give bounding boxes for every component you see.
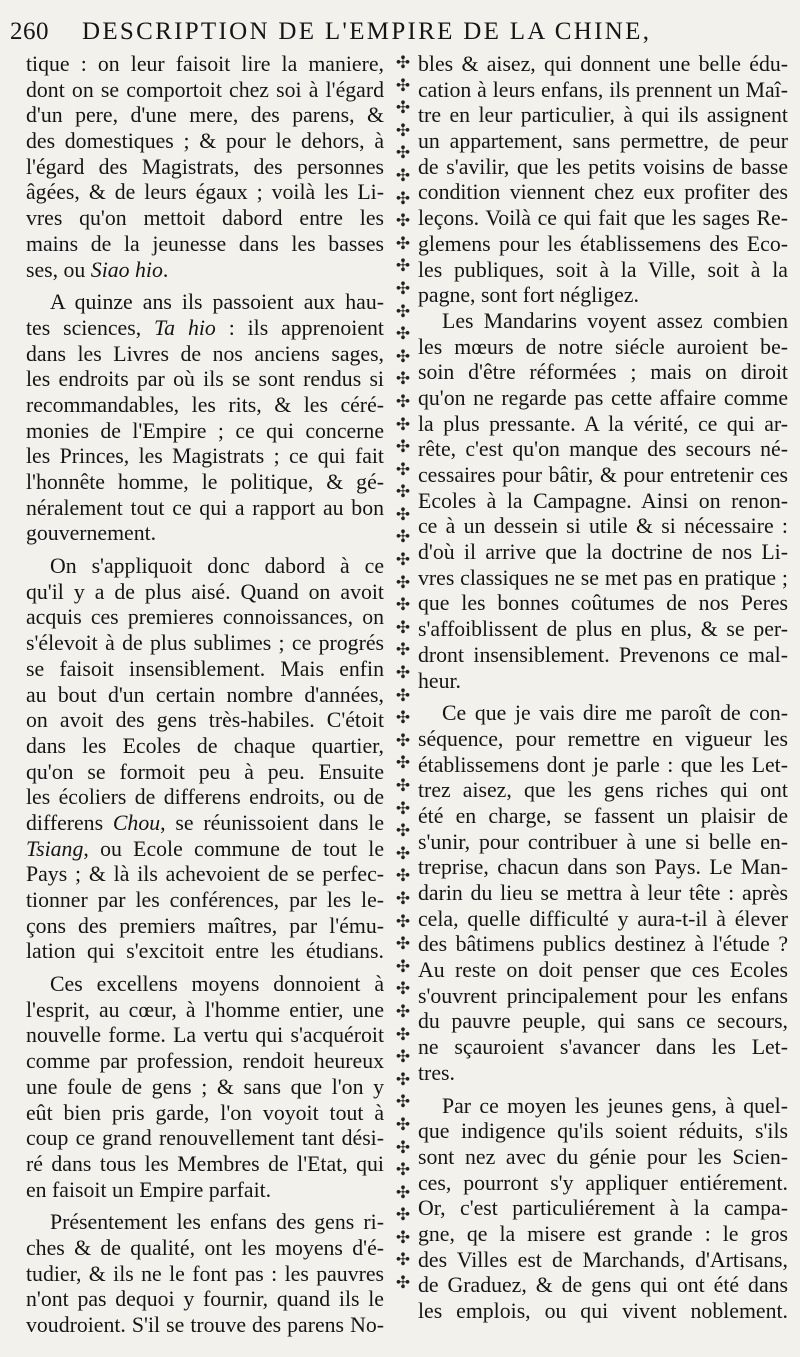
fleuron-ornament-icon: ✣ bbox=[395, 1273, 411, 1293]
text-run: vres qu'on mettoit dabord entre les bbox=[26, 206, 384, 231]
text-line bbox=[26, 316, 384, 342]
text-line bbox=[418, 958, 788, 984]
fleuron-ornament-icon: ✣ bbox=[395, 482, 411, 502]
text-line bbox=[418, 1299, 788, 1325]
fleuron-ornament-icon: ✣ bbox=[395, 1024, 411, 1044]
text-run: A quinze ans ils passoient aux hau- bbox=[50, 290, 384, 315]
text-run: qu'on se formoit peu à peu. Ensuite bbox=[26, 759, 384, 784]
text-run: dans les Livres de nos anciens sages, bbox=[26, 341, 384, 366]
fleuron-ornament-icon: ✣ bbox=[395, 504, 411, 524]
fleuron-ornament-icon: ✣ bbox=[395, 256, 411, 276]
text-run: Par ce moyen les jeunes gens, à quel- bbox=[442, 1093, 788, 1118]
fleuron-ornament-icon: ✣ bbox=[395, 437, 411, 457]
text-run: au bout d'un certain nombre d'années, bbox=[26, 682, 384, 707]
text-line bbox=[418, 778, 788, 804]
fleuron-ornament-icon: ✣ bbox=[395, 278, 411, 298]
text-run: s'unir, pour contribuer à une si belle en- bbox=[418, 829, 788, 854]
text-line bbox=[26, 1287, 384, 1313]
fleuron-ornament-icon: ✣ bbox=[395, 821, 411, 841]
text-line bbox=[418, 463, 788, 489]
text-line bbox=[26, 232, 384, 258]
text-run: Ecoles à la Campagne. Ainsi on renon- bbox=[418, 488, 788, 513]
text-run: ces, pourront s'y appliquer entiérement. bbox=[418, 1170, 788, 1195]
text-line bbox=[26, 554, 384, 580]
fleuron-ornament-icon: ✣ bbox=[395, 1182, 411, 1202]
text-line bbox=[418, 881, 788, 907]
fleuron-ornament-icon: ✣ bbox=[395, 1250, 411, 1270]
text-line bbox=[26, 470, 384, 496]
text-line bbox=[26, 998, 384, 1024]
text-line bbox=[26, 939, 384, 965]
text-line bbox=[26, 342, 384, 368]
text-line bbox=[26, 367, 384, 393]
fleuron-ornament-icon: ✣ bbox=[395, 233, 411, 253]
text-run: cessaires pour bâtir, & pour entretenir ces bbox=[418, 463, 788, 487]
text-run: Pays ; & là ils achevoient de se perfec- bbox=[26, 862, 384, 887]
text-run: des domestiques ; & pour le dehors, à bbox=[26, 129, 384, 154]
text-line bbox=[26, 1101, 384, 1127]
text-line bbox=[26, 1152, 384, 1178]
text-run: tes sciences, bbox=[26, 315, 155, 340]
text-line bbox=[26, 760, 384, 786]
fleuron-ornament-icon: ✣ bbox=[395, 1069, 411, 1089]
text-line bbox=[26, 914, 384, 940]
text-line bbox=[418, 932, 788, 958]
fleuron-ornament-icon: ✣ bbox=[395, 663, 411, 683]
text-run: séquence, pour remettre en vigueur les bbox=[418, 726, 788, 751]
italic-term: Siao hio bbox=[90, 257, 163, 282]
text-run: on avoit des gens très-habiles. C'étoit bbox=[26, 708, 384, 733]
fleuron-ornament-icon: ✣ bbox=[395, 595, 411, 615]
fleuron-ornament-icon: ✣ bbox=[395, 188, 411, 208]
text-line bbox=[26, 605, 384, 631]
fleuron-ornament-icon: ✣ bbox=[395, 708, 411, 728]
text-run: gne, qe la misere est grande : le gros bbox=[418, 1221, 788, 1246]
fleuron-ornament-icon: ✣ bbox=[395, 1047, 411, 1067]
text-line bbox=[418, 727, 788, 753]
text-run: des bâtimens publics destinez à l'étude ? bbox=[418, 932, 788, 957]
left-column bbox=[26, 52, 384, 1339]
paragraph-gap bbox=[26, 283, 384, 290]
fleuron-ornament-icon: ✣ bbox=[395, 776, 411, 795]
text-line bbox=[418, 855, 788, 881]
italic-term: Ta hio bbox=[154, 315, 216, 340]
text-run: des Villes est de Marchands, d'Artisans, bbox=[418, 1247, 788, 1272]
text-line bbox=[26, 1178, 384, 1204]
paragraph-gap bbox=[418, 694, 788, 701]
text-line bbox=[418, 103, 788, 129]
italic-term: Tsiang bbox=[26, 836, 84, 861]
text-line bbox=[26, 811, 384, 837]
text-run: ches & de qualité, ont les moyens d'é- bbox=[26, 1235, 384, 1260]
text-line bbox=[418, 1248, 788, 1274]
text-line bbox=[26, 580, 384, 606]
text-line bbox=[418, 129, 788, 155]
text-line bbox=[418, 52, 788, 78]
page-header bbox=[10, 18, 800, 52]
paragraph-gap bbox=[26, 965, 384, 972]
text-run: monies de l'Empire ; ce qui concerne bbox=[26, 418, 384, 443]
fleuron-ornament-icon: ✣ bbox=[395, 324, 411, 344]
text-line bbox=[26, 785, 384, 811]
text-run: établissemens dont je parle : que les Let- bbox=[418, 752, 788, 777]
fleuron-ornament-icon: ✣ bbox=[395, 888, 411, 908]
fleuron-ornament-icon: ✣ bbox=[395, 1092, 411, 1112]
text-line bbox=[418, 514, 788, 540]
fleuron-ornament-icon: ✣ bbox=[395, 1160, 411, 1180]
text-run: çons des premiers maîtres, par l'ému- bbox=[26, 913, 384, 938]
paragraph-gap bbox=[26, 1203, 384, 1210]
text-run: sont nez avec du génie pour les Scien- bbox=[418, 1144, 788, 1169]
fleuron-ornament-icon: ✣ bbox=[395, 753, 411, 773]
text-run: tudier, & ils ne le font pas : les pauvres bbox=[26, 1261, 384, 1286]
text-run: âgées, & de leurs égaux ; voilà les Li- bbox=[26, 180, 384, 205]
text-run: , ou Ecole commune de tout le bbox=[83, 836, 384, 861]
text-run: On s'appliquoit donc dabord à ce bbox=[50, 554, 384, 579]
text-run: qu'on ne regarde pas cette affaire comme bbox=[418, 385, 788, 410]
text-run: , se réunissoient dans le bbox=[160, 810, 384, 835]
text-run: glemens pour les établissemens des Eco- bbox=[418, 231, 788, 256]
text-run: s'affoiblissent de plus en plus, & se per- bbox=[418, 617, 788, 642]
text-line bbox=[26, 1075, 384, 1101]
text-run: néralement tout ce qui a rapport au bon bbox=[26, 495, 384, 520]
text-line bbox=[26, 972, 384, 998]
text-run: . bbox=[162, 257, 169, 282]
fleuron-ornament-icon: ✣ bbox=[395, 866, 411, 886]
text-run: de Graduez, & de gens qui ont été dans bbox=[418, 1273, 788, 1298]
text-run: soin d'être réformées ; mais on diroit bbox=[418, 360, 788, 385]
text-line bbox=[418, 753, 788, 779]
text-line bbox=[418, 360, 788, 386]
text-run: que indigence qu'ils soient réduits, s'ils bbox=[418, 1119, 788, 1144]
text-run: acquis ces premieres connoissances, on bbox=[26, 605, 384, 630]
text-run: dont on se comportoit chez soi à l'égard bbox=[26, 77, 384, 102]
text-line bbox=[418, 984, 788, 1010]
fleuron-ornament-icon: ✣ bbox=[395, 1137, 411, 1157]
fleuron-ornament-icon: ✣ bbox=[395, 53, 411, 72]
text-run: ce à un dessein si utile & si nécessaire : bbox=[418, 514, 788, 539]
text-line bbox=[418, 804, 788, 830]
text-run: : ils apprenoient bbox=[215, 315, 384, 340]
text-run: dans les Ecoles de chaque quartier, bbox=[26, 733, 384, 758]
fleuron-ornament-icon: ✣ bbox=[395, 414, 411, 434]
text-run: trez aisez, que les gens riches qui ont bbox=[418, 778, 788, 803]
text-line bbox=[418, 566, 788, 592]
text-line bbox=[418, 335, 788, 361]
fleuron-ornament-icon: ✣ bbox=[395, 98, 411, 118]
text-line bbox=[26, 258, 384, 284]
text-line bbox=[418, 830, 788, 856]
text-line bbox=[418, 669, 788, 695]
text-line bbox=[26, 206, 384, 232]
fleuron-ornament-icon: ✣ bbox=[395, 843, 411, 863]
text-line bbox=[26, 393, 384, 419]
text-run: Présentement les enfans des gens ri- bbox=[50, 1210, 384, 1235]
fleuron-ornament-icon: ✣ bbox=[395, 1114, 411, 1134]
text-run: nouvelle forme. La vertu qui s'acquéroit bbox=[26, 1023, 384, 1048]
fleuron-ornament-icon: ✣ bbox=[395, 572, 411, 592]
text-line bbox=[26, 496, 384, 522]
text-line bbox=[26, 631, 384, 657]
text-line bbox=[26, 683, 384, 709]
text-run: rête, c'est qu'on manque des secours né- bbox=[418, 437, 788, 462]
fleuron-ornament-icon: ✣ bbox=[395, 75, 411, 95]
text-line bbox=[26, 180, 384, 206]
text-run: l'esprit, au cœur, à l'homme entier, une bbox=[26, 997, 384, 1022]
text-line bbox=[418, 643, 788, 669]
text-run: gouvernement. bbox=[26, 521, 157, 546]
text-run: comme par profession, rendoit heureux bbox=[26, 1049, 384, 1074]
text-run: dront insensiblement. Prevenons ce mal- bbox=[418, 642, 788, 667]
fleuron-ornament-icon: ✣ bbox=[395, 143, 411, 163]
fleuron-ornament-icon: ✣ bbox=[395, 120, 411, 140]
text-run: se faisoit insensiblement. Mais enfin bbox=[26, 656, 384, 681]
text-line bbox=[418, 155, 788, 181]
text-line bbox=[418, 386, 788, 412]
text-line bbox=[418, 1222, 788, 1248]
fleuron-ornament-icon: ✣ bbox=[395, 617, 411, 637]
text-run: heur. bbox=[418, 668, 461, 693]
text-run: darin du lieu se mettra à leur tête : après bbox=[418, 881, 788, 905]
italic-term: Chou bbox=[112, 810, 161, 835]
text-line bbox=[418, 1061, 788, 1087]
text-run: differens bbox=[26, 810, 113, 835]
text-line bbox=[418, 232, 788, 258]
running-title: DESCRIPTION DE L'EMPIRE DE LA CHINE, bbox=[82, 18, 652, 45]
text-run: les endroits par où ils se sont rendus si bbox=[26, 367, 384, 392]
text-line bbox=[26, 419, 384, 445]
text-run: coup ce grand renouvellement tant dési- bbox=[26, 1126, 384, 1151]
text-line bbox=[26, 708, 384, 734]
text-run: lation qui s'excitoit entre les étudians. bbox=[26, 939, 384, 964]
text-line bbox=[26, 290, 384, 316]
text-run: ne sçauroient s'avancer dans les Let- bbox=[418, 1035, 788, 1060]
fleuron-ornament-icon: ✣ bbox=[395, 730, 411, 750]
text-line bbox=[418, 701, 788, 727]
text-line bbox=[26, 103, 384, 129]
text-line bbox=[418, 412, 788, 438]
text-run: en faisoit un Empire parfait. bbox=[26, 1177, 272, 1202]
fleuron-ornament-icon: ✣ bbox=[395, 346, 411, 366]
text-line bbox=[418, 309, 788, 335]
text-line bbox=[26, 1262, 384, 1288]
text-run: Ces excellens moyens donnoient à bbox=[50, 972, 384, 997]
text-run: cela, quelle difficulté y aura-t-il à élever bbox=[418, 906, 788, 931]
text-line bbox=[418, 180, 788, 206]
right-column bbox=[418, 52, 788, 1325]
text-run: un appartement, sans permettre, de peur bbox=[418, 129, 788, 154]
text-run: tionner par les conférences, par les le- bbox=[26, 888, 384, 912]
text-line bbox=[418, 1119, 788, 1145]
fleuron-ornament-icon: ✣ bbox=[395, 211, 411, 231]
text-line bbox=[26, 1126, 384, 1152]
text-line bbox=[26, 1023, 384, 1049]
text-run: du pauvre peuple, qui sans ce secours, bbox=[418, 1009, 788, 1034]
fleuron-ornament-icon: ✣ bbox=[395, 979, 411, 999]
text-line bbox=[418, 78, 788, 104]
text-run: les Princes, les Magistrats ; ce qui fait bbox=[26, 444, 384, 469]
text-line bbox=[26, 837, 384, 863]
text-line bbox=[418, 437, 788, 463]
ornamental-column-divider bbox=[392, 52, 414, 1292]
text-run: que les bonnes coûtumes de nos Peres bbox=[418, 591, 788, 616]
text-run: Les Mandarins voyent assez combien bbox=[442, 308, 788, 333]
fleuron-ornament-icon: ✣ bbox=[395, 165, 411, 185]
text-run: les écoliers de differens endroits, ou de bbox=[26, 785, 384, 810]
text-line bbox=[418, 283, 788, 309]
text-run: qu'il y a de plus aisé. Quand on avoit bbox=[26, 579, 384, 604]
fleuron-ornament-icon: ✣ bbox=[395, 1001, 411, 1021]
text-line bbox=[26, 1049, 384, 1075]
paragraph-gap bbox=[26, 547, 384, 554]
page-number: 260 bbox=[10, 18, 49, 45]
text-run: d'où il arrive que la doctrine de nos Li- bbox=[418, 540, 788, 565]
fleuron-ornament-icon: ✣ bbox=[395, 369, 411, 389]
text-run: les mœurs de notre siécle auroient be- bbox=[418, 334, 788, 359]
text-line bbox=[418, 591, 788, 617]
text-run: l'égard des Magistrats, des personnes bbox=[26, 154, 384, 179]
text-line bbox=[418, 1009, 788, 1035]
text-line bbox=[26, 155, 384, 181]
text-line bbox=[418, 1094, 788, 1120]
text-line bbox=[26, 657, 384, 683]
text-line bbox=[26, 1210, 384, 1236]
text-run: les publiques, soit à la Ville, soit à la bbox=[418, 257, 788, 282]
fleuron-ornament-icon: ✣ bbox=[395, 459, 411, 479]
text-run: Or, c'est particuliérement à la campa- bbox=[418, 1196, 788, 1221]
text-run: n'ont pas dequoi y fournir, quand ils le bbox=[26, 1287, 384, 1312]
text-line bbox=[418, 1196, 788, 1222]
text-run: ses, ou bbox=[26, 257, 91, 282]
text-run: Ce que je vais dire me paroît de con- bbox=[442, 701, 788, 726]
text-line bbox=[26, 129, 384, 155]
text-run: condition viennent chez eux profiter des bbox=[418, 180, 788, 205]
text-run: leçons. Voilà ce qui fait que les sages Re- bbox=[418, 206, 788, 231]
fleuron-ornament-icon: ✣ bbox=[395, 685, 411, 705]
text-line bbox=[26, 734, 384, 760]
text-line bbox=[418, 1273, 788, 1299]
text-run: treprise, chacun dans son Pays. Le Man- bbox=[418, 855, 788, 880]
text-run: tre en leur particulier, à qui ils assignent bbox=[418, 103, 788, 128]
fleuron-ornament-icon: ✣ bbox=[395, 956, 411, 976]
text-line bbox=[26, 78, 384, 104]
text-line bbox=[26, 1236, 384, 1262]
text-line bbox=[418, 1171, 788, 1197]
fleuron-ornament-icon: ✣ bbox=[395, 391, 411, 411]
text-run: s'élevoit à de plus sublimes ; ce progrés bbox=[26, 631, 384, 656]
text-run: vres classiques ne se met pas en pratique ; bbox=[418, 565, 788, 590]
text-line bbox=[26, 52, 384, 78]
text-run: une foule de gens ; & sans que l'on y bbox=[26, 1074, 384, 1099]
text-run: voudroient. S'il se trouve des parens No- bbox=[26, 1313, 384, 1337]
text-line bbox=[418, 206, 788, 232]
text-run: s'ouvrent principalement pour les enfans bbox=[418, 983, 788, 1008]
text-run: tres. bbox=[418, 1060, 455, 1085]
text-run: d'un pere, d'une mere, des parens, & bbox=[26, 103, 384, 128]
fleuron-ornament-icon: ✣ bbox=[395, 1205, 411, 1225]
text-line bbox=[418, 907, 788, 933]
text-line bbox=[418, 540, 788, 566]
text-line bbox=[26, 1313, 384, 1339]
fleuron-ornament-icon: ✣ bbox=[395, 1227, 411, 1247]
fleuron-ornament-icon: ✣ bbox=[395, 527, 411, 547]
fleuron-ornament-icon: ✣ bbox=[395, 798, 411, 818]
text-run: pagne, sont fort négligez. bbox=[418, 283, 639, 308]
text-run: cation à leurs enfans, ils prennent un Maî- bbox=[418, 77, 788, 102]
text-run: ré dans tous les Membres de l'Etat, qui bbox=[26, 1151, 384, 1176]
fleuron-ornament-icon: ✣ bbox=[395, 550, 411, 570]
text-line bbox=[26, 862, 384, 888]
text-line bbox=[418, 258, 788, 284]
text-run: les emplois, ou qui vivent noblement. bbox=[418, 1299, 788, 1323]
text-run: bles & aisez, qui donnent une belle édu- bbox=[418, 52, 788, 76]
text-run: recommandables, les rits, & les céré- bbox=[26, 392, 384, 417]
text-line bbox=[418, 1035, 788, 1061]
text-run: Au reste on doit penser que ces Ecoles bbox=[418, 958, 788, 983]
text-line bbox=[418, 617, 788, 643]
text-line bbox=[418, 489, 788, 515]
fleuron-ornament-icon: ✣ bbox=[395, 911, 411, 931]
text-run: de s'avilir, que les petits voisins de basse bbox=[418, 154, 788, 179]
text-line bbox=[26, 444, 384, 470]
text-run: été en charge, se fassent un plaisir de bbox=[418, 803, 788, 828]
paragraph-gap bbox=[418, 1087, 788, 1094]
text-run: l'honnête homme, le politique, & gé- bbox=[26, 470, 384, 494]
text-run: mains de la jeunesse dans les basses bbox=[26, 231, 384, 256]
fleuron-ornament-icon: ✣ bbox=[395, 301, 411, 321]
fleuron-ornament-icon: ✣ bbox=[395, 640, 411, 660]
text-line bbox=[418, 1145, 788, 1171]
text-run: la plus pressante. A la vérité, ce qui ar- bbox=[418, 411, 788, 436]
text-run: tique : on leur faisoit lire la maniere, bbox=[26, 52, 384, 76]
fleuron-ornament-icon: ✣ bbox=[395, 934, 411, 954]
text-line bbox=[26, 888, 384, 914]
text-run: eût bien pris garde, l'on voyoit tout à bbox=[26, 1100, 384, 1125]
text-line bbox=[26, 521, 384, 547]
